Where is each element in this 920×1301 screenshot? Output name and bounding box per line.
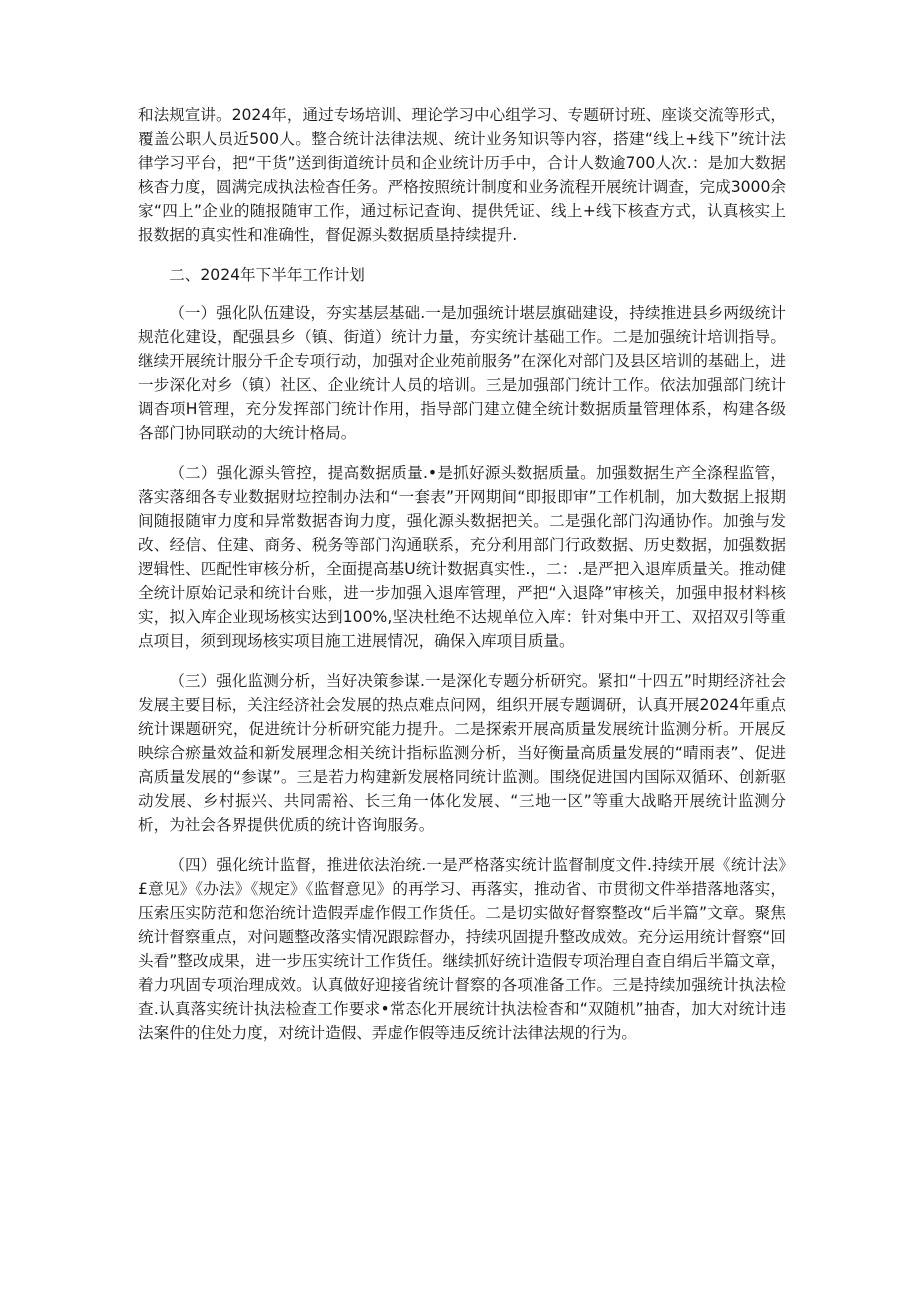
paragraph-plan-3: （三）强化监测分析，当好决策参谋.一是深化专题分析研究。紧扣“十四五”时期经济社会发展主要目标，关注经济社会发展的热点难点问网，组织开展专题调研，认真开展2024年重点统计课题研究，促进统计分析研究能力提升。二是探索开展高质量发展统计监测分析。开展反映综合瘀量效益和新发展理念相关统计指标监测分析，当好衡量高质量发展的“晴雨表”、促进高质量发展的“参谋”。三是若力构建新发展格同统计监测。围绕促进国内国际双循环、创新驱动发展、乡村振兴、共同需裕、长三角一体化发展、“三地一区”等重大战略开展统计监测分析，为社会各界提供优质的统计咨询服务。 bbox=[138, 672, 786, 834]
paragraph-plan-4: （四）强化统计监督，推进依法治统.一是严格落实统计监督制度文件.持续开展《统计法》£意见》《办法》《规定》《监督意见》的再学习、再落实，推动省、市贯彻文件举措落地落实，压索压实防范和您治统计造假弄虚作假工作货任。二是切实做好督察整改“后半篇”文章。聚焦统计督察重点，对问题整改落实情况跟踪督办，持续巩固提升整改成效。充分运用统计督察“回头看”整改成果，进一步压实统计工作货任。继续抓好统计造假专项治理自查自绢后半篇文章，着力巩固专项治理成效。认真做好迎接省统计督察的各项准备工作。三是持续加强统计执法检查.认真落实统计执法检查工作要求•常态化开展统计执法检杳和“双随机”抽杳，加大对统计违法案件的住处力度，对统计造假、弄虚作假等违反统计法律法规的行为。 bbox=[138, 856, 786, 1042]
paragraph-plan-1: （一）强化队伍建设，夯实基层基础.一是加强统计堪层旗础建设，持续推进县乡两级统计规范化建设，配强县乡（镇、街道）统计力量，夯实统计基础工作。二是加强统计培训指导。继续开展统计服分千企专项行动，加强对企业苑前服务”在深化对部门及县区培训的基础上，进一步深化对乡（镇）社区、企业统计人员的培训。三是加强部门统计工作。依法加强部门统计调杳项H管理，充分发挥部门统计作用，指导部门建立健全统计数据质量管理体系，构建各级各部门协同联动的大统计格局。 bbox=[138, 304, 786, 442]
paragraph-intro-continuation: 和法规宣讲。2024年，通过专场培训、理论学习中心组学习、专题研讨班、座谈交流等形式，覆盖公职人员近500人。整合统计法律法规、统计业务知识等内容，搭建“线上+线下”统计法律学习平台，把“干货”送到街道统计员和企业统计历手中，合计人数逾700人次.：是加大数据核杳力度，圆满完成执法检杳任务。严格按照统计制度和业务流程开展统计调查，完成3000余家“四上”企业的随报随审工作，通过标记查询、提供凭证、线上+线下核查方式，认真核实上报数据的真实性和准确性，督促源头数据质垦持续提升. bbox=[138, 106, 786, 244]
paragraph-plan-2: （二）强化源头管控，提高数据质量.•是抓好源头数据质量。加强数据生产全涤程监管，落实落细各专业数据财垃控制办法和“一套表”开网期间“即报即审”工作机制，加大数据上报期间随报随审力度和异常数据杳询力度，强化源头数据把关。二是强化部门沟通协作。加強与发改、经信、住建、商务、税务等部门沟通联系，充分利用部门行政数据、历史数据，加强数据逻辑性、匹配性审核分析，全面提高基U统计数据真实性.，二：.是严把入退库质量关。推动健全统计原始记录和统计台账，进一步加强入退库管理，严把“入退降”审核关，加强申报材料核实，拟入库企业现场核实达到100%,坚决杜绝不达规单位入库：针对集中开工、双招双引等重点项目，须到现场核实项目施工进展情况，确保入库项目质量。 bbox=[138, 464, 786, 650]
section-heading-plan: 二、2024年下半年工作计划 bbox=[169, 266, 365, 284]
document-body bbox=[138, 103, 786, 1061]
